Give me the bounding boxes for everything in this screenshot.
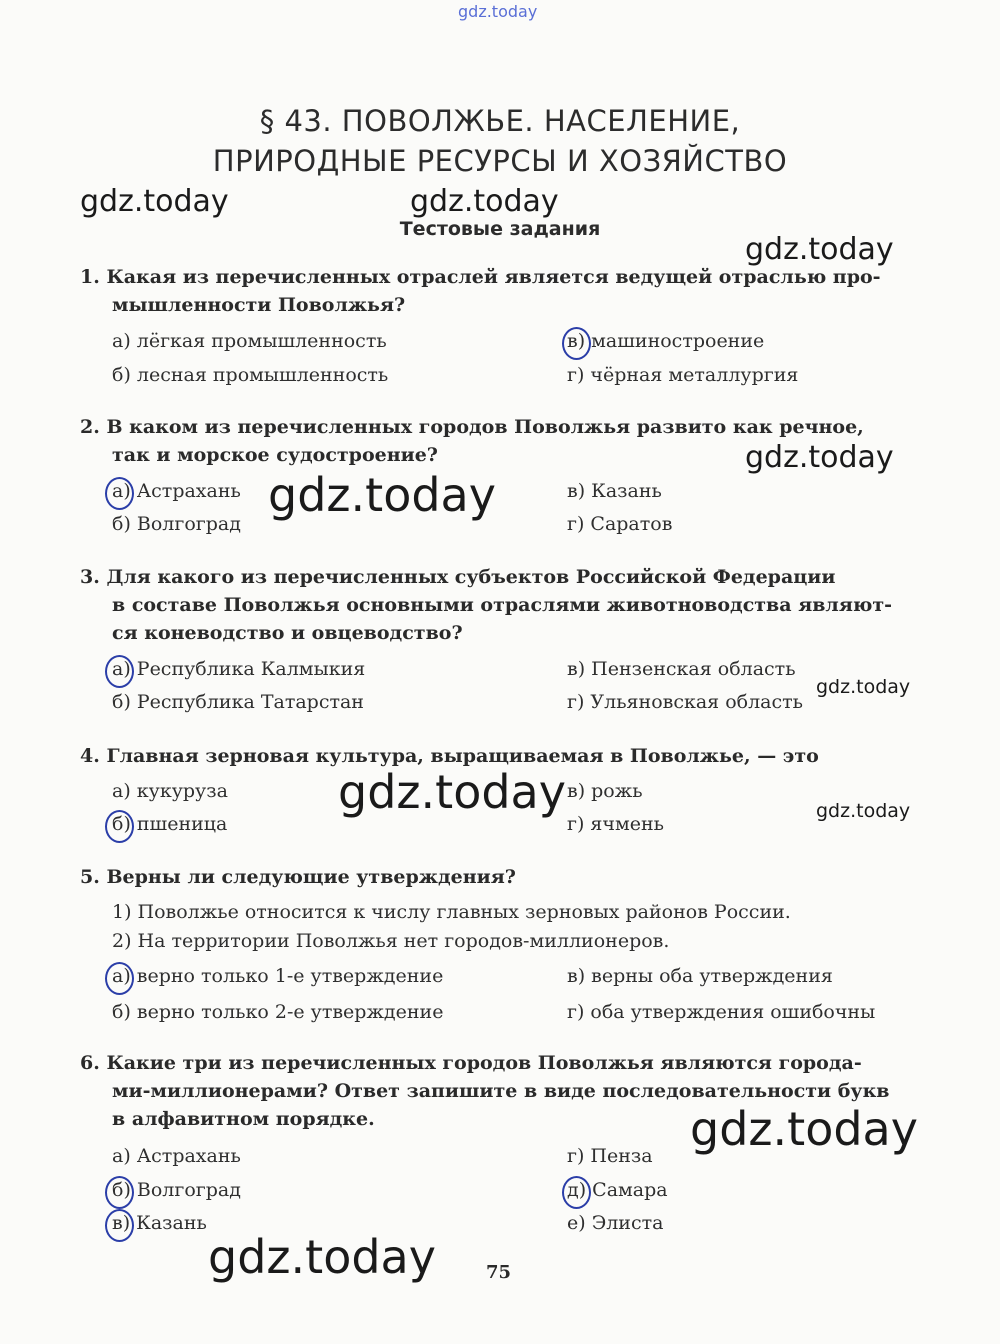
question-6-line2: ми-миллионерами? Ответ запишите в виде последовательности букв <box>112 1080 890 1102</box>
question-1-line1: 1. Какая из перечисленных отраслей является ведущей отраслью про- <box>80 266 881 288</box>
q5-option-b: б) верно только 2-е утверждение <box>112 1001 444 1023</box>
answer-circle-mark <box>562 327 591 360</box>
question-2-line1: 2. В каком из перечисленных городов Поволжья развито как речное, <box>80 416 864 438</box>
q5-statement-1: 1) Поволжье относится к числу главных зерновых районов России. <box>112 901 791 923</box>
section-title-line2: ПРИРОДНЫЕ РЕСУРСЫ И ХОЗЯЙСТВО <box>212 144 788 178</box>
answer-circle-mark <box>105 477 134 510</box>
question-4 <box>80 745 819 767</box>
q6-option-d: д) Самара <box>567 1179 668 1201</box>
q6-option-v: в) Казань <box>112 1212 207 1234</box>
section-title-line1: § 43. ПОВОЛЖЬЕ. НАСЕЛЕНИЕ, <box>259 104 741 138</box>
question-5-line1: 5. Верны ли следующие утверждения? <box>80 866 516 888</box>
watermark-text: gdz.today <box>745 440 894 475</box>
q3-option-b: б) Республика Татарстан <box>112 691 364 713</box>
top-watermark: gdz.today <box>458 2 538 21</box>
watermark-text: gdz.today <box>816 676 911 698</box>
question-1 <box>80 266 881 316</box>
q1-option-b: б) лесная промышленность <box>112 364 389 386</box>
watermark-text: gdz.today <box>268 468 496 522</box>
watermark-text: gdz.today <box>338 765 566 819</box>
watermark-text: gdz.today <box>745 232 894 267</box>
q4-option-g: г) ячмень <box>567 813 664 835</box>
q4-option-b: б) пшеница <box>112 813 228 835</box>
watermark-text: gdz.today <box>208 1230 436 1284</box>
q4-option-v: в) рожь <box>567 780 643 802</box>
question-6-line3: в алфавитном порядке. <box>112 1108 375 1130</box>
watermark-text: gdz.today <box>690 1102 918 1156</box>
q6-option-g: г) Пенза <box>567 1145 653 1167</box>
answer-circle-mark <box>105 962 134 995</box>
answer-circle-mark <box>105 1209 134 1242</box>
q2-option-b: б) Волгоград <box>112 513 241 535</box>
answer-circle-mark <box>105 810 134 843</box>
question-3 <box>80 566 892 644</box>
answer-circle-mark <box>562 1176 591 1209</box>
q6-option-a: а) Астрахань <box>112 1145 241 1167</box>
q5-option-v: в) верны оба утверждения <box>567 965 833 987</box>
question-4-line1: 4. Главная зерновая культура, выращиваемая в Поволжье, — это <box>80 745 819 767</box>
q3-option-a: а) Республика Калмыкия <box>112 658 366 680</box>
q5-statement-2: 2) На территории Поволжья нет городов-миллионеров. <box>112 930 670 952</box>
q3-option-g: г) Ульяновская область <box>567 691 803 713</box>
q1-option-v: в) машиностроение <box>567 330 765 352</box>
question-3-line1: 3. Для какого из перечисленных субъектов Российской Федерации <box>80 566 836 588</box>
q2-option-g: г) Саратов <box>567 513 673 535</box>
question-3-line2: в составе Поволжья основными отраслями животноводства являют- <box>112 594 893 616</box>
subtitle: Тестовые задания <box>399 218 601 240</box>
page-number: 75 <box>486 1262 512 1283</box>
question-6-line1: 6. Какие три из перечисленных городов Поволжья являются города- <box>80 1052 862 1074</box>
q6-option-e: е) Элиста <box>567 1212 664 1234</box>
watermark-text: gdz.today <box>80 184 229 219</box>
answer-circle-mark <box>105 1176 134 1209</box>
q5-option-a: а) верно только 1-е утверждение <box>112 965 444 987</box>
answer-circle-mark <box>105 655 134 688</box>
question-2-line2: так и морское судостроение? <box>112 444 438 466</box>
q6-option-b: б) Волгоград <box>112 1179 241 1201</box>
q2-option-v: в) Казань <box>567 480 662 502</box>
question-1-line2: мышленности Поволжья? <box>112 294 406 316</box>
question-3-line3: ся коневодство и овцеводство? <box>112 622 463 644</box>
q4-option-a: а) кукуруза <box>112 780 228 802</box>
watermark-text: gdz.today <box>816 800 911 822</box>
watermark-text: gdz.today <box>410 184 559 219</box>
q3-option-v: в) Пензенская область <box>567 658 796 680</box>
q1-option-a: а) лёгкая промышленность <box>112 330 387 352</box>
q5-option-g: г) оба утверждения ошибочны <box>567 1001 876 1023</box>
q1-option-g: г) чёрная металлургия <box>567 364 799 386</box>
question-5 <box>80 866 516 888</box>
q2-option-a: а) Астрахань <box>112 480 241 502</box>
